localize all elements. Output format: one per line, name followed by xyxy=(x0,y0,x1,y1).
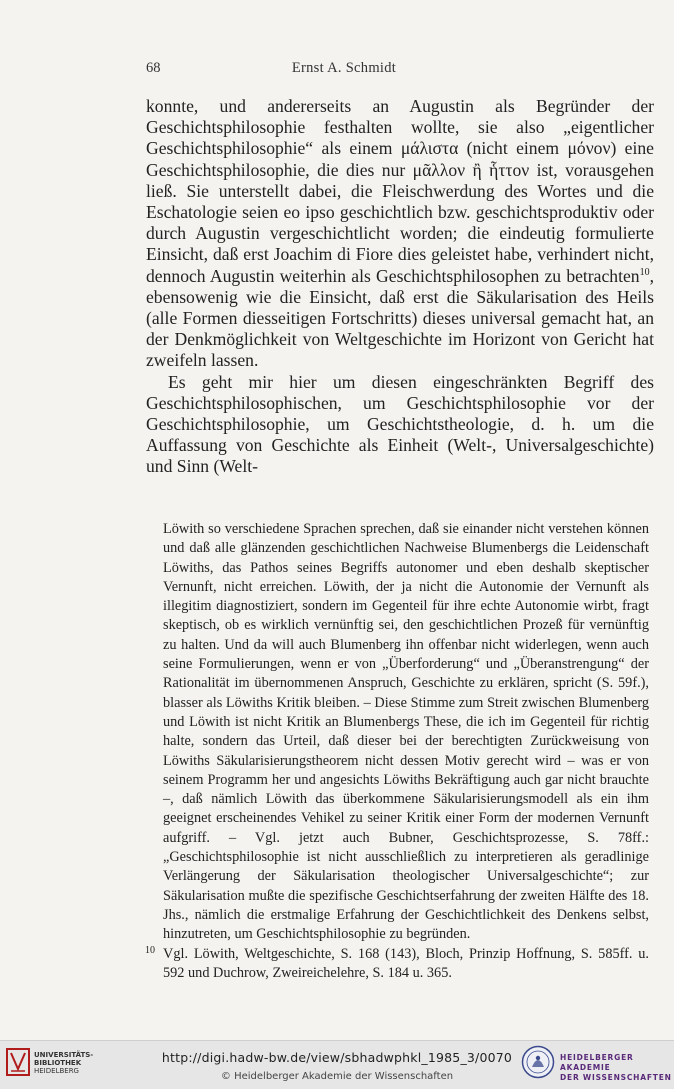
footnote-continued: Löwith so verschiedene Sprachen sprechen, daß sie einander nicht verstehen können und daß alle glänzenden geschichtlichen Nachweise Blumenbergs die Leidenschaft Löwiths, das Pathos seines Begriffs autonomer und eben deshalb skeptischer Vernunft, nicht erreichen. Löwith, der ja nicht die Autonomie der Vernunft als illegitim diagnostiziert, sondern im Gegenteil für ihre echte Autonomie wirbt, fragt skeptisch, ob es wirklich vernünftig sei, den geschichtlichen Prozeß für vernünftig zu halten. Und da will auch Blumenberg ihn offenbar nicht widerlegen, wenn auch seine Formulierungen, wenn er von „Überforderung“ und „Überanstrengung“ der Rationalität im übernommenen Anspruch, Geschichte zu erklären, spricht (S. 59f.), blasser als Löwiths Kritik bleiben. – Diese Stimme zum Streit zwischen Blumenberg und Löwith ist nicht Kritik an Blumenbergs These, die ich im Gegenteil für richtig halte, sondern das Urteil, daß dieser bei der berechtigten Zurückweisung von Löwiths Säkularisierungstheorem nicht dessen Motiv gerecht wird – was er von seinem Programm her und angesichts Löwiths Bekräftigung auch gar nicht brauchte –, daß nämlich Löwith das überkommene Säkularisierungsmodell als ein ihm geeignet erscheinendes Vehikel zu seiner Kritik einer Form der modernen Vernunft aufgriff. – Vgl. jetzt auch Bubner, Geschichtsprozesse, S. 78ff.: „Geschichtsphilosophie ist nicht ausschließlich zu interpretieren als geradlinige Verlängerung der Säkularisation theologischer Universalgeschichte“; zur Säkularisation mußte die spezifische Geschichtserfahrung der zweiten Hälfte des 18. Jhs., nämlich die erstmalige Erfahrung der Geschichtlichkeit des Denkens selbst, hinzutreten, um Geschichtsphilosophie zu begründen. xyxy=(163,521,649,943)
footnote-10 xyxy=(145,944,649,984)
greek-term: μᾶλλον ἢ ἧττον xyxy=(412,159,530,180)
footnote-reference[interactable]: 10 xyxy=(639,266,650,278)
copyright-notice: © Heidelberger Akademie der Wissenschaften xyxy=(220,1071,454,1082)
main-text xyxy=(146,96,654,478)
academy-seal-icon xyxy=(521,1045,555,1079)
footnotes xyxy=(145,520,649,983)
page-number: 68 xyxy=(146,60,161,76)
greek-term: μόνον xyxy=(567,138,611,159)
footnote-number: 10 xyxy=(145,944,155,956)
footnote-text: Vgl. Löwith, Weltgeschichte, S. 168 (143), Bloch, Prinzip Hoffnung, S. 585ff. u. 592 und Duchrow, Zweireichelehre, S. 184 u. 365. xyxy=(163,945,649,981)
paragraph-2: Es geht mir hier um diesen eingeschränkten Begriff des Geschichtsphilosophischen, um Geschichtsphilosophie vor der Geschichtsphilosophie, um Geschichtstheologie, d. h. um die Auffassung von Geschichte als Einheit (Welt-, Universalgeschichte) und Sinn (Welt- xyxy=(146,371,654,477)
running-head-author: Ernst A. Schmidt xyxy=(291,60,397,76)
academy-name: HEIDELBERGER AKADEMIE DER WISSENSCHAFTEN xyxy=(560,1053,672,1082)
viewer-footer xyxy=(0,1040,674,1089)
greek-term: μάλιστα xyxy=(400,138,459,159)
university-library-name: UNIVERSITÄTS- BIBLIOTHEK HEIDELBERG xyxy=(34,1051,94,1075)
permalink-url[interactable]: http://digi.hadw-bw.de/view/sbhadwphkl_1985_3/0070 xyxy=(161,1050,513,1065)
paragraph-1: konnte, und andererseits an Augustin als Begründer der Geschichtsphilosophie festhalten wollte, sie also „eigentlicher Geschichtsphilosophie“ als einem μάλιστα (nicht einem μόνον) eine Geschichtsphilosophie, die dies nur μᾶλλον ἢ ἧττον ist, vorausgehen ließ. Sie unterstellt dabei, die Fleischwerdung des Wortes und die Eschatologie seien eo ipso geschichtlich bzw. geschichtsproduktiv oder durch Augustin vergeschichtlicht worden; die eindeutig formulierte Einsicht, daß erst Joachim di Fiore dies geleistet habe, verhindert nicht, dennoch Augustin weiterhin als Geschichtsphilosophen zu betrachten$^{10}$, ebensowenig wie die Einsicht, daß erst die Säkularisation des Heils (alle Formen diesseitigen Fortschritts) dieses universal gemacht hat, an der Denkmöglichkeit von Weltgeschichte im Horizont von Gericht hat zweifeln lassen. xyxy=(146,96,654,371)
